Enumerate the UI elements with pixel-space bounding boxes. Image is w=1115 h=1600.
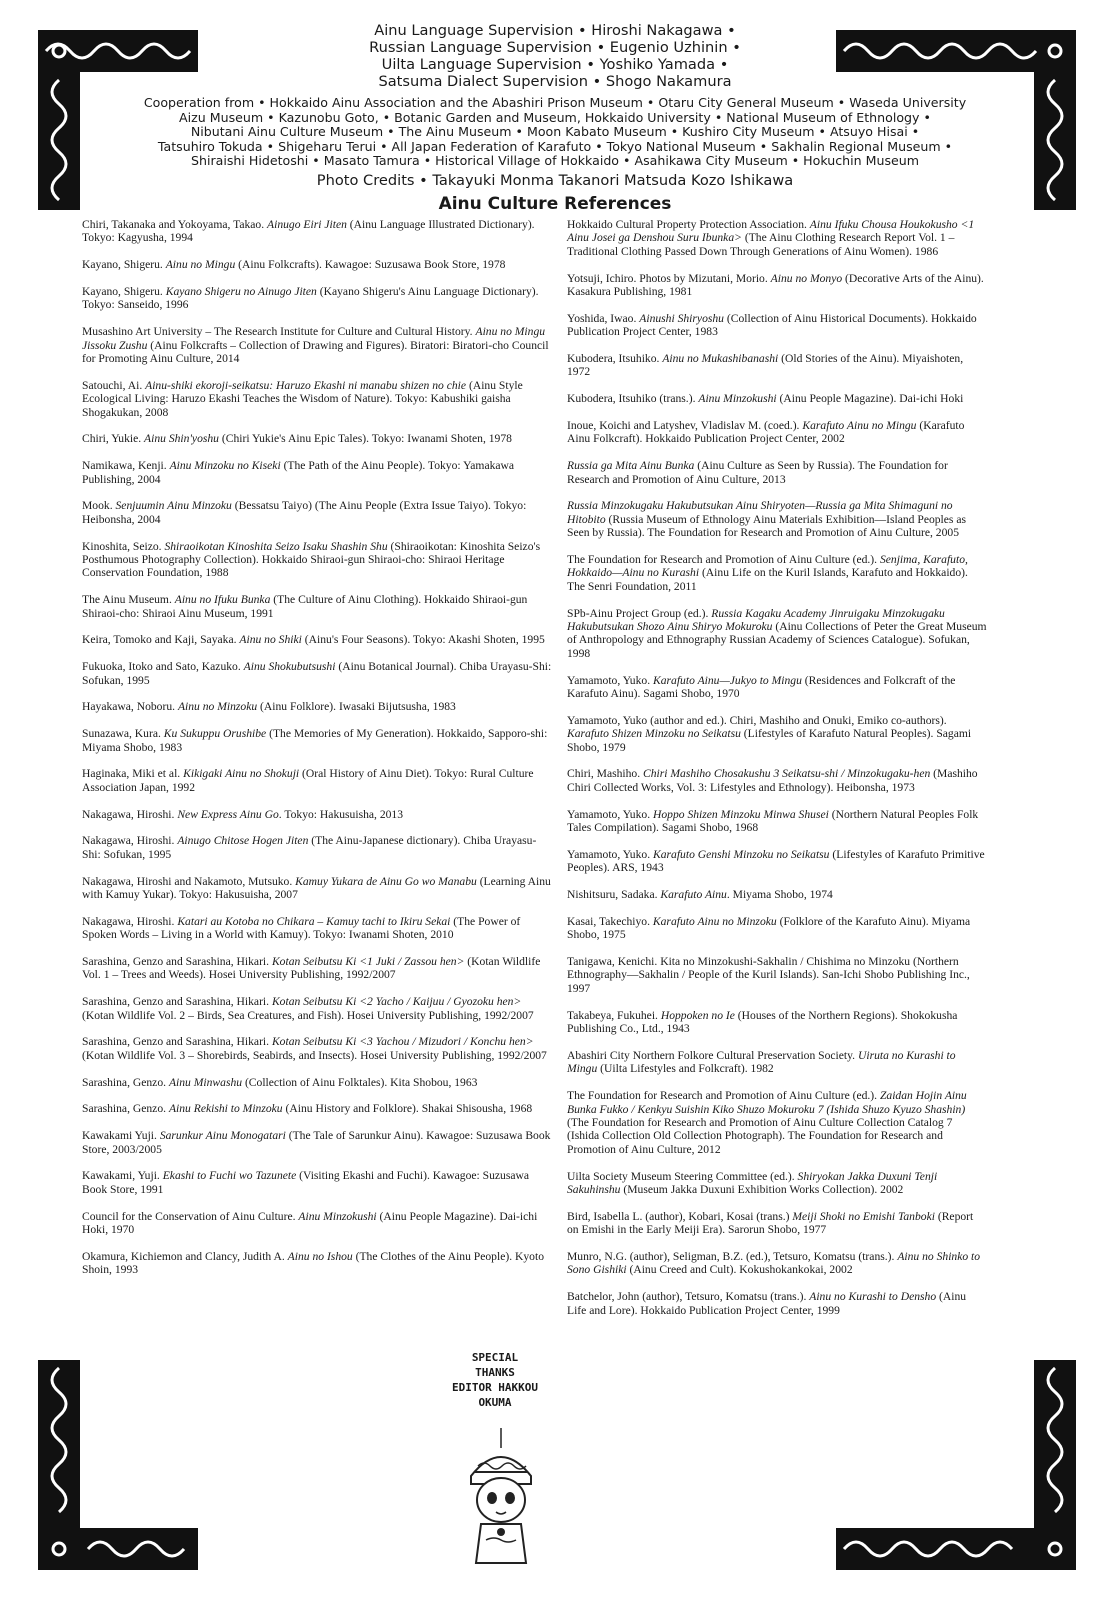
cooperation-line: Nibutani Ainu Culture Museum • The Ainu Museum • Moon Kabato Museum • Kushiro City Museum • Atsuyo Hisai • xyxy=(190,124,920,140)
reference-author: Abashiri City Northern Folkore Cultural Preservation Society. xyxy=(567,1048,858,1062)
reference-author: Nakagawa, Hiroshi. xyxy=(82,807,178,821)
reference-entry xyxy=(82,432,552,445)
reference-details: (Folklore of the Karafuto Ainu). Miyama Shobo, 1975 xyxy=(567,914,971,942)
reference-entry xyxy=(567,272,987,299)
reference-author: The Foundation for Research and Promotion of Ainu Culture (ed.). xyxy=(567,1089,880,1103)
supervision-line: Russian Language Supervision • Eugenio Uzhinin • xyxy=(369,39,741,56)
reference-entry xyxy=(567,674,987,701)
reference-title: Ainushi Shiryoshu xyxy=(639,311,724,325)
reference-title: New Express Ainu Go xyxy=(177,807,279,821)
reference-entry xyxy=(567,1170,987,1197)
reference-title: Meiji Shoki no Emishi Tanboki xyxy=(792,1209,935,1223)
reference-title: Ainu no Mingu Jissoku Zushu xyxy=(82,325,546,352)
reference-author: Chiri, Takanaka and Yokoyama, Takao. xyxy=(82,218,268,231)
reference-entry xyxy=(82,834,552,861)
reference-entry xyxy=(82,459,552,486)
reference-author: Kubodera, Itsuhiko (trans.). xyxy=(567,392,699,406)
reference-title: Ainu no Minzoku xyxy=(177,700,258,714)
reference-entry xyxy=(82,1035,552,1062)
reference-title: Ainu no Shinko to Sono Gishiki xyxy=(567,1249,981,1277)
reference-entry xyxy=(567,312,987,339)
reference-details: (Bessatsu Taiyo) (The Ainu People (Extra Issue Taiyo). Tokyo: Heibonsha, 2004 xyxy=(82,499,527,526)
reference-entry xyxy=(82,955,552,982)
reference-entry xyxy=(567,1009,987,1036)
reference-author: Mook. xyxy=(82,499,116,513)
reference-details: (Ainu History and Folklore). Shakai Shisousha, 1968 xyxy=(282,1102,533,1116)
reference-entry xyxy=(82,218,552,245)
cooperation-line: Aizu Museum • Kazunobu Goto, • Botanic Garden and Museum, Hokkaido University • National Museum of Ethnology • xyxy=(179,109,931,125)
reference-title: Shiraoikotan Kinoshita Seizo Isaku Shashin Shu xyxy=(164,539,388,553)
reference-title: Ainugo Chitose Hogen Jiten xyxy=(177,834,309,848)
reference-details: (Mashiho Chiri Collected Works, Vol. 3: Lifestyles and Ethnology). Heibonsha, 1973 xyxy=(567,767,978,794)
reference-entry xyxy=(82,1169,552,1196)
reference-title: Karafuto Ainu xyxy=(660,888,727,902)
reference-author: Kinoshita, Seizo. xyxy=(82,539,165,553)
reference-details: (Shiraoikotan: Kinoshita Seizo's Posthumous Photography Collection). Hokkaido Shiraoi-gun Shiraoi-cho: Shiraoi Heritage Conservation Foundation, 1988 xyxy=(82,539,541,580)
reference-author: Kawakami Yuji. xyxy=(82,1129,160,1143)
reference-details: (Ainu Language Illustrated Dictionary). Tokyo: Kagyusha, 1994 xyxy=(82,218,535,245)
reference-author: Council for the Conservation of Ainu Culture. xyxy=(82,1209,299,1223)
reference-details: (Ainu Style Ecological Living: Haruzo Ekashi Teaches the Wisdom of Nature). Tokyo: Kabushiki gaisha Shogakukan, 2008 xyxy=(82,378,523,419)
reference-entry xyxy=(567,459,987,486)
reference-title: Ainu Minzoku no Kiseki xyxy=(169,459,281,473)
reference-title: Ainu-shiki ekoroji-seikatsu: Haruzo Ekashi ni manabu shizen no chie xyxy=(145,378,467,392)
reference-entry xyxy=(567,392,987,405)
reference-entry xyxy=(567,955,987,995)
reference-entry xyxy=(567,553,987,593)
cooperation-line: Tatsuhiro Tokuda • Shigeharu Terui • All Japan Federation of Karafuto • Tokyo National Museum • Sakhalin Regional Museum • xyxy=(157,138,953,154)
reference-author: Kayano, Shigeru. xyxy=(82,258,166,272)
reference-entry xyxy=(82,540,552,580)
reference-entry xyxy=(567,1250,987,1277)
reference-entry xyxy=(82,325,552,365)
ainu-pattern-bottom-left-border xyxy=(38,1360,198,1570)
reference-entry xyxy=(82,915,552,942)
reference-details: (Old Stories of the Ainu). Miyaishoten, 1972 xyxy=(567,352,964,379)
reference-title: Kotan Seibutsu Ki <1 Juki / Zassou hen> xyxy=(271,955,465,969)
reference-details: (The Memories of My Generation). Hokkaido, Sapporo-shi: Miyama Shobo, 1983 xyxy=(82,727,548,754)
reference-details: (Ainu Folkcrafts). Kawagoe: Suzusawa Book Store, 1978 xyxy=(235,258,506,272)
supervision-line: Satsuma Dialect Supervision • Shogo Nakamura xyxy=(378,73,732,90)
reference-author: Kayano, Shigeru. xyxy=(82,285,166,298)
reference-title: Kotan Seibutsu Ki <3 Yachou / Mizudori / Konchu hen> xyxy=(271,1035,534,1049)
reference-author: Chiri, Yukie. xyxy=(82,432,145,446)
reference-details: (The Ainu Clothing Research Report Vol. 1 – Traditional Clothing Passed Down Through Generations of Ainu Women). 1986 xyxy=(567,231,955,258)
reference-entry xyxy=(567,888,987,901)
reference-entry xyxy=(82,1076,552,1089)
reference-title: Ainu no Kurashi to Densho xyxy=(809,1290,937,1304)
reference-title: Ainugo Eiri Jiten xyxy=(267,218,347,231)
reference-details: (Ainu Life on the Kuril Islands, Karafuto and Hokkaido). The Senri Foundation, 2011 xyxy=(567,566,968,593)
reference-details: (Collection of Ainu Historical Documents). Hokkaido Publication Project Center, 1983 xyxy=(567,311,977,339)
reference-details: (Russia Museum of Ethnology Ainu Materials Exhibition—Island Peoples as Seen by Russia). The Foundation for Research and Promotion of Ainu Culture, 2005 xyxy=(567,512,966,540)
reference-details: (Ainu Culture as Seen by Russia). The Foundation for Research and Promotion of Ainu Culture, 2013 xyxy=(567,459,948,486)
reference-title: Ainu no Ifuku Bunka xyxy=(174,593,271,607)
reference-details: . Tokyo: Hakusuisha, 2013 xyxy=(278,807,404,821)
reference-entry xyxy=(567,1089,987,1156)
reference-details: (Lifestyles of Karafuto Primitive Peoples). ARS, 1943 xyxy=(567,847,985,875)
reference-entry xyxy=(82,727,552,754)
reference-title: Ainu Ifuku Chousa Houkokusho <1 Ainu Josei ga Denshou Suru Ibunka> xyxy=(567,218,975,245)
reference-title: Zaidan Hojin Ainu Bunka Fukko / Kenkyu Suishin Kiko Shuzo Mokuroku 7 (Ishida Shuzo Kyuzo Shashin) xyxy=(567,1089,967,1116)
reference-details: (Kayano Shigeru's Ainu Language Dictionary). Tokyo: Sanseido, 1996 xyxy=(82,285,539,312)
reference-title: Russia Kagaku Academy Jinruigaku Minzokugaku Hakubutsukan Shozo Ainu Shiryo Mokuroku xyxy=(567,606,945,634)
reference-details: (Ainu Creed and Cult). Kokushokankokai, 2002 xyxy=(626,1263,853,1277)
reference-author: Sarashina, Genzo. xyxy=(82,1075,169,1089)
ainu-girl-illustration xyxy=(456,1428,546,1568)
reference-details: (Ainu Botanical Journal). Chiba Urayasu-Shi: Sofukan, 1995 xyxy=(82,660,552,687)
reference-author: Nakagawa, Hiroshi. xyxy=(82,834,178,848)
reference-title: Ainu no Monyo xyxy=(770,271,843,285)
reference-entry xyxy=(567,218,987,258)
reference-author: Haginaka, Miki et al. xyxy=(82,767,184,781)
reference-author: Yoshida, Iwao. xyxy=(567,311,640,325)
reference-author: The Ainu Museum. xyxy=(82,593,175,607)
reference-author: Keira, Tomoko and Kaji, Sayaka. xyxy=(82,633,240,647)
reference-details: (Kotan Wildlife Vol. 2 – Birds, Sea Creatures, and Fish). Hosei University Publishing, 1992/2007 xyxy=(82,1008,534,1022)
photo-credits: Photo Credits • Takayuki Monma Takanori Matsuda Kozo Ishikawa xyxy=(316,172,794,189)
reference-title: Ainu Minwashu xyxy=(168,1075,243,1089)
reference-details: (Report on Emishi in the Early Meiji Era). Sarorun Shobo, 1977 xyxy=(567,1209,974,1237)
reference-author: Sunazawa, Kura. xyxy=(82,727,164,741)
supervision-credits xyxy=(60,22,1050,90)
reference-details: (The Path of the Ainu People). Tokyo: Yamakawa Publishing, 2004 xyxy=(82,459,515,486)
reference-details: (Ainu People Magazine). Dai-ichi Hoki xyxy=(776,392,964,406)
reference-entry xyxy=(82,1210,552,1237)
cooperation-line: Cooperation from • Hokkaido Ainu Association and the Abashiri Prison Museum • Otaru City General Museum • Waseda University xyxy=(143,95,967,110)
reference-entry xyxy=(82,285,552,312)
reference-title: Kayano Shigeru no Ainugo Jiten xyxy=(165,285,317,298)
reference-entry xyxy=(82,808,552,821)
reference-details: (Ainu People Magazine). Dai-ichi Hoki, 1970 xyxy=(82,1209,538,1237)
references-title: Ainu Culture References xyxy=(438,194,672,214)
reference-entry xyxy=(82,660,552,687)
reference-entry xyxy=(567,607,987,661)
reference-details: (Decorative Arts of the Ainu). Kasakura Publishing, 1981 xyxy=(567,271,984,299)
reference-entry xyxy=(82,767,552,794)
reference-author: Nakagawa, Hiroshi. xyxy=(82,914,178,928)
reference-details: (Residences and Folkcraft of the Karafuto Ainu). Sagami Shobo, 1970 xyxy=(567,673,956,701)
reference-author: Satouchi, Ai. xyxy=(82,378,146,392)
reference-author: Kasai, Takechiyo. xyxy=(567,914,653,928)
reference-details: (Northern Natural Peoples Folk Tales Compilation). Sagami Shobo, 1968 xyxy=(567,807,979,835)
special-thanks-line: THANKS xyxy=(475,1366,515,1379)
reference-details: (Karafuto Ainu Folkcraft). Hokkaido Publication Project Center, 2002 xyxy=(567,419,965,446)
supervision-line: Uilta Language Supervision • Yoshiko Yamada • xyxy=(381,56,729,73)
reference-details: (Learning Ainu with Kamuy Yukar). Tokyo: Hakusuisha, 2007 xyxy=(82,874,551,902)
reference-author: Bird, Isabella L. (author), Kobari, Kosai (trans.) xyxy=(567,1209,793,1223)
reference-details: (Chiri Yukie's Ainu Epic Tales). Tokyo: Iwanami Shoten, 1978 xyxy=(218,432,512,446)
reference-title: Ekashi to Fuchi wo Tazunete xyxy=(162,1169,297,1183)
reference-details: . Miyama Shobo, 1974 xyxy=(726,888,833,902)
reference-title: Karafuto Ainu no Minzoku xyxy=(652,914,777,928)
reference-entry xyxy=(82,995,552,1022)
reference-entry xyxy=(82,875,552,902)
reference-entry xyxy=(567,767,987,794)
reference-title: Karafuto Ainu—Jukyo to Mingu xyxy=(653,673,802,687)
references-right-column xyxy=(567,218,987,1330)
reference-details: (Lifestyles of Karafuto Natural Peoples). Sagami Shobo, 1979 xyxy=(567,727,972,754)
reference-details: (Visiting Ekashi and Fuchi). Kawagoe: Suzusawa Book Store, 1991 xyxy=(82,1169,530,1196)
reference-entry xyxy=(82,593,552,620)
reference-entry xyxy=(82,700,552,713)
reference-author: Nakagawa, Hiroshi and Nakamoto, Mutsuko. xyxy=(82,874,296,888)
reference-author: Yotsuji, Ichiro. Photos by Mizutani, Morio. xyxy=(567,271,771,285)
reference-author: Batchelor, John (author), Tetsuro, Komatsu (trans.). xyxy=(567,1290,810,1304)
reference-title: Ainu no Mingu xyxy=(165,258,236,272)
reference-details: (Ainu Collections of Peter the Great Museum of Anthropology and Ethnography Russian Academy of Sciences Catalogue). Sofukan, 1998 xyxy=(567,620,987,660)
cooperation-credits xyxy=(60,96,1050,169)
reference-title: Russia ga Mita Ainu Bunka xyxy=(567,459,695,473)
reference-title: Kotan Seibutsu Ki <2 Yacho / Kaijuu / Gyozoku hen> xyxy=(271,995,522,1009)
reference-title: Ainu Shokubutsushi xyxy=(243,660,336,674)
reference-details: (The Ainu-Japanese dictionary). Chiba Urayasu-Shi: Sofukan, 1995 xyxy=(82,834,537,861)
reference-details: (The Power of Spoken Words – Living in a World with Kamuy). Tokyo: Iwanami Shoten, 2010 xyxy=(82,914,521,942)
reference-author: Yamamoto, Yuko (author and ed.). Chiri, Mashiho and Onuki, Emiko co-authors). xyxy=(567,713,947,727)
reference-entry xyxy=(567,499,987,539)
reference-author: Takabeya, Fukuhei. xyxy=(567,1008,661,1022)
reference-title: Ainu no Ishou xyxy=(287,1249,353,1263)
reference-title: Ainu no Mukashibanashi xyxy=(662,352,779,366)
reference-title: Karafuto Shizen Minzoku no Seikatsu xyxy=(567,727,741,741)
reference-author: Yamamoto, Yuko. xyxy=(567,673,653,687)
reference-title: Ainu Minzokushi xyxy=(298,1209,377,1223)
reference-author: Kawakami, Yuji. xyxy=(82,1169,163,1183)
reference-author: Sarashina, Genzo. xyxy=(82,1102,169,1116)
reference-entry xyxy=(82,1250,552,1277)
reference-entry xyxy=(567,915,987,942)
reference-author: Inoue, Koichi and Latyshev, Vladislav M. (coed.). xyxy=(567,419,803,433)
reference-title: Karafuto Genshi Minzoku no Seikatsu xyxy=(653,847,830,861)
reference-details: (Houses of the Northern Regions). Shokokusha Publishing Co., Ltd., 1943 xyxy=(567,1008,958,1036)
reference-details: (Oral History of Ainu Diet). Tokyo: Rural Culture Association Japan, 1992 xyxy=(82,767,534,794)
reference-author: Sarashina, Genzo and Sarashina, Hikari. xyxy=(82,1035,272,1049)
reference-title: Ainu Rekishi to Minzoku xyxy=(168,1102,283,1116)
reference-entry xyxy=(82,379,552,419)
reference-author: Musashino Art University – The Research Institute for Culture and Cultural History. xyxy=(82,325,476,339)
reference-details: (The Foundation for Research and Promotion of Ainu Culture Collection Catalog 7 (Ishida Collection Old Collection Photograph). The Foundation for Research and Promotion of Ainu Culture, 2012 xyxy=(567,1115,953,1156)
reference-title: Sarunkur Ainu Monogatari xyxy=(159,1129,286,1143)
reference-author: The Foundation for Research and Promotion of Ainu Culture (ed.). xyxy=(567,553,880,567)
reference-author: Munro, N.G. (author), Seligman, B.Z. (ed.), Tetsuro, Komatsu (trans.). xyxy=(567,1249,898,1263)
reference-title: Karafuto Ainu no Mingu xyxy=(802,419,917,433)
reference-entry xyxy=(567,848,987,875)
reference-title: Senjuumin Ainu Minzoku xyxy=(115,499,232,513)
reference-entry xyxy=(82,633,552,646)
reference-author: SPb-Ainu Project Group (ed.). xyxy=(567,606,712,620)
reference-entry xyxy=(567,352,987,379)
reference-details: (The Clothes of the Ainu People). Kyoto Shoin, 1993 xyxy=(82,1249,544,1277)
reference-title: Ainu Minzokushi xyxy=(698,392,777,406)
reference-author: Yamamoto, Yuko. xyxy=(567,847,653,861)
ainu-pattern-bottom-right-border xyxy=(836,1360,1076,1570)
reference-entry xyxy=(567,714,987,754)
reference-title: Uiruta no Kurashi to Mingu xyxy=(567,1048,956,1076)
reference-title: Ku Sukuppu Orushibe xyxy=(163,727,267,741)
reference-title: Hoppoken no Ie xyxy=(660,1008,735,1022)
reference-title: Kikigaki Ainu no Shokuji xyxy=(183,767,300,781)
reference-author: Chiri, Mashiho. xyxy=(567,767,644,781)
reference-title: Ainu no Shiki xyxy=(239,633,302,647)
reference-entry xyxy=(82,258,552,271)
reference-author: Okamura, Kichiemon and Clancy, Judith A. xyxy=(82,1249,288,1263)
reference-details: (Ainu Folkcrafts – Collection of Drawing and Figures). Biratori: Biratori-cho Council for Promoting Ainu Culture, 2014 xyxy=(82,338,549,366)
special-thanks-line: OKUMA xyxy=(478,1396,512,1409)
reference-entry xyxy=(567,1210,987,1237)
reference-entry xyxy=(82,1102,552,1115)
reference-details: (Ainu Life and Lore). Hokkaido Publication Project Center, 1999 xyxy=(567,1290,967,1317)
reference-details: (Uilta Lifestyles and Folkcraft). 1982 xyxy=(597,1062,774,1076)
reference-entry xyxy=(567,808,987,835)
reference-author: Tanigawa, Kenichi. Kita no Minzokushi-Sakhalin / Chishima no Minzoku (Northern Ethnography—Sakhalin / People of the Kuril Islands). San-Ichi Shobo Publishing Inc., 1997 xyxy=(567,955,970,995)
reference-author: Fukuoka, Itoko and Sato, Kazuko. xyxy=(82,660,244,674)
reference-details: (Kotan Wildlife Vol. 1 – Trees and Weeds). Hosei University Publishing, 1992/2007 xyxy=(82,955,541,982)
reference-entry xyxy=(82,1129,552,1156)
reference-author: Sarashina, Genzo and Sarashina, Hikari. xyxy=(82,955,272,969)
reference-details: (Collection of Ainu Folktales). Kita Shobou, 1963 xyxy=(242,1075,478,1089)
special-thanks-line: EDITOR HAKKOU xyxy=(451,1381,539,1394)
reference-author: Nishitsuru, Sadaka. xyxy=(567,888,661,902)
reference-title: Chiri Mashiho Chosakushu 3 Seikatsu-shi / Minzokugaku-hen xyxy=(643,767,931,781)
reference-details: (Kotan Wildlife Vol. 3 – Shorebirds, Seabirds, and Insects). Hosei University Publishing, 1992/2007 xyxy=(82,1048,547,1062)
reference-title: Hoppo Shizen Minzoku Minwa Shusei xyxy=(653,807,829,821)
reference-author: Uilta Society Museum Steering Committee (ed.). xyxy=(567,1169,798,1183)
reference-details: (The Culture of Ainu Clothing). Hokkaido Shiraoi-gun Shiraoi-cho: Shiraoi Ainu Museum, 1991 xyxy=(82,593,528,620)
reference-entry xyxy=(567,1049,987,1076)
supervision-line: Ainu Language Supervision • Hiroshi Nakagawa • xyxy=(374,22,736,39)
reference-entry xyxy=(567,419,987,446)
reference-author: Namikawa, Kenji. xyxy=(82,459,170,473)
reference-author: Hokkaido Cultural Property Protection Association. xyxy=(567,218,810,231)
reference-entry xyxy=(567,1290,987,1317)
reference-title: Kamuy Yukara de Ainu Go wo Manabu xyxy=(295,874,477,888)
reference-title: Katari au Kotoba no Chikara – Kamuy tachi to Ikiru Sekai xyxy=(177,914,451,928)
reference-author: Yamamoto, Yuko. xyxy=(567,807,653,821)
special-thanks-line: SPECIAL xyxy=(471,1351,519,1364)
reference-details: (Ainu's Four Seasons). Tokyo: Akashi Shoten, 1995 xyxy=(301,633,545,647)
references-left-column xyxy=(82,218,552,1290)
reference-details: (Museum Jakka Duxuni Exhibition Works Collection). 2002 xyxy=(620,1182,904,1196)
reference-author: Kubodera, Itsuhiko. xyxy=(567,352,663,366)
reference-title: Russia Minzokugaku Hakubutsukan Ainu Shiryoten—Russia ga Mita Shimaguni no Hitobito xyxy=(567,499,953,526)
reference-title: Ainu Shin'yoshu xyxy=(144,432,219,446)
reference-title: Senjima, Karafuto, Hokkaido—Ainu no Kurashi xyxy=(567,553,968,580)
reference-entry xyxy=(82,499,552,526)
reference-author: Sarashina, Genzo and Sarashina, Hikari. xyxy=(82,995,272,1009)
cooperation-line: Shiraishi Hidetoshi • Masato Tamura • Historical Village of Hokkaido • Asahikawa City Museum • Hokuchin Museum xyxy=(190,153,920,169)
reference-title: Shiryokan Jakka Duxuni Tenji Sakuhinshu xyxy=(567,1169,938,1196)
reference-author: Hayakawa, Noboru. xyxy=(82,700,178,714)
reference-details: (Ainu Folklore). Iwasaki Bijutsusha, 1983 xyxy=(257,700,456,714)
reference-details: (The Tale of Sarunkur Ainu). Kawagoe: Suzusawa Book Store, 2003/2005 xyxy=(82,1129,551,1156)
